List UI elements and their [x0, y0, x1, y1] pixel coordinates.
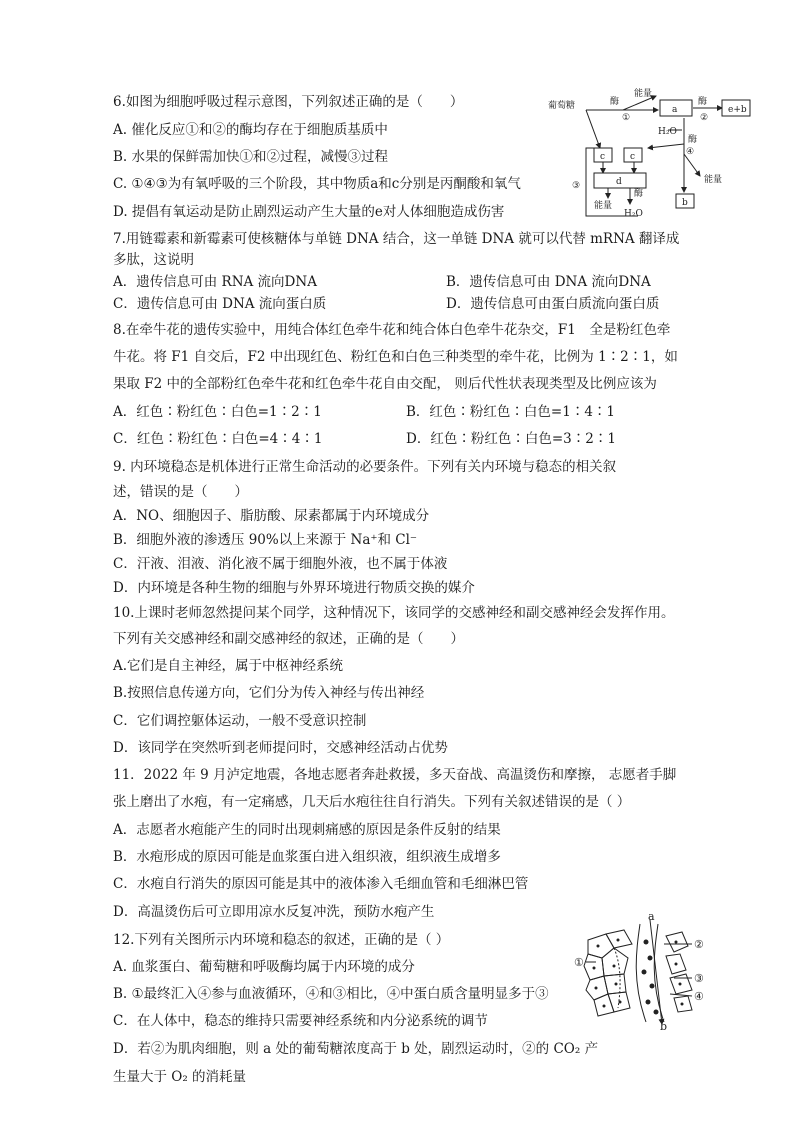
- q11-option-b: B．水疱形成的原因可能是血浆蛋白进入组织液，组织液生成增多: [113, 849, 501, 865]
- svg-text:d: d: [616, 177, 622, 187]
- svg-text:③: ③: [572, 181, 581, 191]
- q8-option-d: D．红色∶粉红色∶白色=3∶2∶1: [406, 431, 616, 447]
- svg-text:能量: 能量: [634, 89, 653, 99]
- q11-stem-line-1: 11．2022 年 9 月泸定地震，各地志愿者奔赴救援，多天奋战、高温烫伤和摩擦， 志愿者手脚: [113, 767, 677, 783]
- q11-stem-line-2: 张上磨出了水疱，有一定痛感，几天后水疱往往自行消失。下列有关叙述错误的是（ ）: [113, 794, 631, 810]
- q12-option-b: B. ①最终汇入④参与血液循环，④和③相比，④中蛋白质含量明显多于③: [113, 986, 549, 1002]
- svg-text:④: ④: [694, 990, 704, 1003]
- q10-option-b: B.按照信息传递方向，它们分为传入神经与传出神经: [113, 685, 425, 701]
- q11-option-c: C．水疱自行消失的原因可能是其中的液体渗入毛细血管和毛细淋巴管: [113, 876, 529, 892]
- svg-text:b: b: [682, 198, 688, 208]
- q7-option-d: D．遗传信息可由蛋白质流向蛋白质: [446, 296, 660, 312]
- svg-text:e+b: e+b: [728, 105, 747, 115]
- q12-option-c: C．在人体中，稳态的维持只需要神经系统和内分泌系统的调节: [113, 1013, 488, 1029]
- tissue-diagram: [574, 912, 714, 1032]
- q6-option-b: B. 水果的保鲜需加快①和②过程，减慢③过程: [113, 149, 389, 165]
- q12-stem: 12.下列有关图所示内环境和稳态的叙述，正确的是（ ）: [113, 932, 450, 948]
- q10-stem-line-2: 下列有关交感神经和副交感神经的叙述，正确的是（ ）: [113, 631, 464, 647]
- q11-option-a: A．志愿者水疱能产生的同时出现刺痛感的原因是条件反射的结果: [113, 822, 501, 838]
- svg-text:③: ③: [694, 972, 704, 985]
- q8-option-a: A．红色∶粉红色∶白色=1∶2∶1: [113, 404, 322, 420]
- q7-option-a: A．遗传信息可由 RNA 流向DNA: [113, 274, 317, 290]
- respiration-diagram: [548, 84, 752, 224]
- svg-text:b: b: [660, 1020, 668, 1032]
- svg-text:酶: 酶: [610, 97, 620, 107]
- q9-option-d: D．内环境是各种生物的细胞与外界环境进行物质交换的媒介: [113, 580, 475, 596]
- svg-text:c: c: [630, 152, 636, 162]
- svg-text:能量: 能量: [704, 175, 723, 185]
- q12-option-d: D．若②为肌肉细胞，则 a 处的葡萄糖浓度高于 b 处，剧烈运动时，②的 CO₂ 产: [113, 1041, 599, 1057]
- q7-stem-line-2: 多肽，这说明: [113, 252, 194, 268]
- q8-stem-line-2: 牛花。将 F1 自交后，F2 中出现红色、粉红色和白色三种类型的牵牛花，比例为 1∶2∶1，如: [113, 349, 678, 365]
- q9-option-a: A．NO、细胞因子、脂肪酸、尿素都属于内环境成分: [113, 508, 430, 524]
- q6-stem: 6.如图为细胞呼吸过程示意图，下列叙述正确的是（ ）: [113, 94, 464, 110]
- svg-text:酶: 酶: [688, 135, 698, 145]
- q6-option-d: D. 提倡有氧运动是防止剧烈运动产生大量的e对人体细胞造成伤害: [113, 204, 505, 220]
- q12-option-a: A. 血浆蛋白、葡萄糖和呼吸酶均属于内环境的成分: [113, 959, 415, 975]
- q6-option-c: C. ①④③为有氧呼吸的三个阶段，其中物质a和c分别是丙酮酸和氧气: [113, 176, 521, 192]
- q9-option-b: B．细胞外液的渗透压 90%以上来源于 Na⁺和 Cl⁻: [113, 532, 418, 548]
- svg-text:a: a: [672, 105, 678, 115]
- q7-option-c: C．遗传信息可由 DNA 流向蛋白质: [113, 296, 327, 312]
- q10-option-c: C．它们调控躯体运动，一般不受意识控制: [113, 713, 367, 729]
- svg-text:②: ②: [694, 938, 704, 951]
- q11-option-d: D．高温烫伤后可立即用凉水反复冲洗，预防水疱产生: [113, 904, 435, 920]
- q7-option-b: B．遗传信息可由 DNA 流向DNA: [446, 274, 651, 290]
- q10-option-d: D．该同学在突然听到老师提问时，交感神经活动占优势: [113, 740, 448, 756]
- svg-text:①: ①: [622, 113, 631, 123]
- svg-text:酶: 酶: [698, 97, 708, 107]
- svg-text:H₂O: H₂O: [658, 127, 677, 137]
- q7-stem-line-1: 7.用链霉素和新霉素可使核糖体与单链 DNA 结合，这一单链 DNA 就可以代替 mRNA 翻译成: [113, 231, 680, 247]
- q12-option-d-continued: 生量大于 O₂ 的消耗量: [113, 1069, 247, 1085]
- q9-option-c: C．汗液、泪液、消化液不属于细胞外液，也不属于体液: [113, 556, 448, 572]
- svg-text:a: a: [648, 912, 655, 923]
- svg-text:H₂O: H₂O: [624, 209, 643, 219]
- svg-text:能量: 能量: [594, 201, 613, 211]
- glucose-label: 葡萄糖: [548, 101, 576, 111]
- q9-stem-line-2: 述，错误的是（ ）: [113, 484, 248, 500]
- q8-stem-line-1: 8.在牵牛花的遗传实验中，用纯合体红色牵牛花和纯合体白色牵牛花杂交，F1 全是粉红色牵: [113, 322, 671, 338]
- q10-stem-line-1: 10.上课时老师忽然提问某个同学，这种情况下，该同学的交感神经和副交感神经会发挥作用。: [113, 605, 675, 621]
- svg-text:①: ①: [574, 956, 584, 969]
- svg-text:c: c: [600, 152, 606, 162]
- svg-text:②: ②: [700, 113, 709, 123]
- q8-stem-line-3: 果取 F2 中的全部粉红色牵牛花和红色牵牛花自由交配， 则后代性状表现类型及比例应该为: [113, 376, 657, 392]
- q10-option-a: A.它们是自主神经，属于中枢神经系统: [113, 658, 344, 674]
- svg-text:酶: 酶: [634, 189, 644, 199]
- svg-text:④: ④: [686, 147, 695, 157]
- q8-option-b: B．红色∶粉红色∶白色=1∶4∶1: [406, 404, 615, 420]
- q8-option-c: C．红色∶粉红色∶白色=4∶4∶1: [113, 431, 323, 447]
- q6-option-a: A. 催化反应①和②的酶均存在于细胞质基质中: [113, 122, 388, 138]
- q9-stem-line-1: 9. 内环境稳态是机体进行正常生命活动的必要条件。下列有关内环境与稳态的相关叙: [113, 459, 617, 475]
